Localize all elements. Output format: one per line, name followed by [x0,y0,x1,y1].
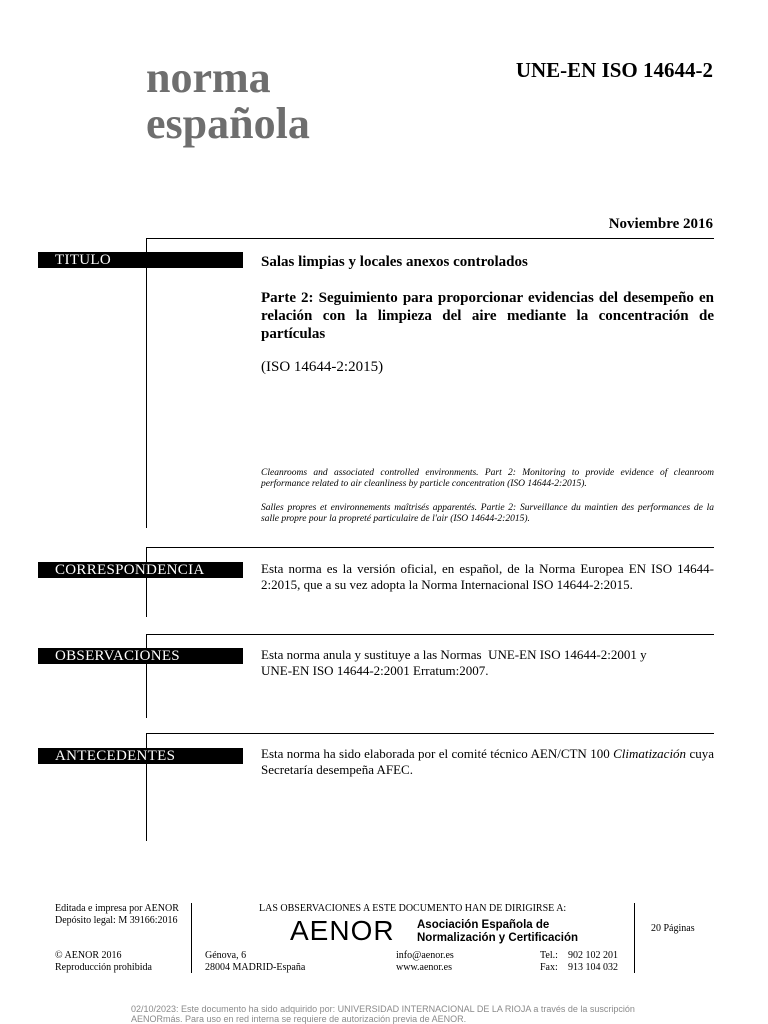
section-rule [146,238,147,528]
observaciones-line-2: UNE-EN ISO 14644-2:2001 Erratum:2007. [261,663,489,678]
aenor-desc-line-1: Asociación Española de [417,919,550,931]
copyright: © AENOR 2016 [55,950,122,961]
iso-reference: (ISO 14644-2:2015) [261,359,384,375]
reproduction-notice: Reproducción prohibida [55,962,152,973]
section-rule [146,547,147,617]
purchase-disclaimer [131,1004,691,1024]
tel-number: 902 102 201 [568,950,618,961]
disclaimer-line-2: AENORmás. Para uso en red interna se requiere de autorización previa de AENOR. [131,1014,467,1024]
aenor-description [417,919,578,945]
fax-label: Fax: [540,962,558,973]
aenor-logo [290,915,395,947]
label-correspondencia: CORRESPONDENCIA [38,562,243,578]
antecedentes-text [261,746,714,778]
section-divider [146,634,714,635]
footer-rule-left [191,903,192,973]
footer-rule-right [634,903,635,973]
titulo-content [261,253,714,375]
address-line-1: Génova, 6 [205,950,247,961]
committee-name: Climatización [613,746,687,761]
title-french: Salles propres et environnements maîtrisés apparentés. Partie 2: Surveillance du maintien des performances de la salle propre pour la propreté particulaire de l'air (ISO 14644-2:2015). [261,503,714,524]
postal-address [205,950,305,974]
copyright-info [55,950,152,974]
publisher-info [55,903,179,927]
disclaimer-line-1: 02/10/2023: Este documento ha sido adquirido por: UNIVERSIDAD INTERNACIONAL DE LA RIOJA a través de la suscripción [131,1004,635,1014]
brand-line-1: norma [146,53,271,102]
document-title: Salas limpias y locales anexos controlados [261,254,528,270]
label-antecedentes: ANTECEDENTES [38,748,243,764]
antecedentes-text-2: cuya Secretaría desempeña AFEC. [261,746,714,777]
section-divider [146,547,714,548]
aenor-logo-word: AENOR [290,915,395,946]
label-observaciones: OBSERVACIONES [38,648,243,664]
aenor-desc-line-2: Normalización y Certificación [417,932,579,944]
observaciones-text [261,647,714,679]
correspondencia-text: Esta norma es la versión oficial, en español, de la Norma Europea EN ISO 14644-2:2015, que a su vez adopta la Norma Internacional ISO 14644-2:2015. [261,561,714,592]
section-divider [146,238,714,239]
part-title: Parte 2: Seguimiento para proporcionar evidencias del desempeño en relación con la limpieza del aire mediante la concentración de partículas [261,290,714,342]
phone-contact [540,950,618,974]
standard-code: UNE-EN ISO 14644-2 [515,58,713,82]
email[interactable]: info@aenor.es [396,950,454,961]
section-rule [146,634,147,718]
website[interactable]: www.aenor.es [396,962,453,973]
section-divider [146,733,714,734]
label-titulo: TITULO [38,252,243,268]
online-contact [396,950,454,974]
tel-label: Tel.: [540,950,558,961]
edited-by: Editada e impresa por AENOR [55,903,179,914]
page-count: 20 Páginas [651,923,695,934]
title-english: Cleanrooms and associated controlled environments. Part 2: Monitoring to provide evidence of cleanroom performance related to air cleanliness by particle concentration (ISO 14644-2:2015). [261,468,714,489]
brand-line-2: española [146,99,310,148]
fax-number: 913 104 032 [568,962,618,973]
legal-deposit: Depósito legal: M 39166:2016 [55,915,178,926]
observaciones-line-1: Esta norma anula y sustituye a las Normas UNE-EN ISO 14644-2:2001 y [261,647,647,662]
address-line-2: 28004 MADRID-España [205,962,306,973]
observations-heading: LAS OBSERVACIONES A ESTE DOCUMENTO HAN DE DIRIGIRSE A: [259,903,567,914]
publication-date: Noviembre 2016 [608,216,713,232]
brand-title [146,55,310,147]
antecedentes-text-1: Esta norma ha sido elaborada por el comité técnico AEN/CTN 100 [261,746,614,761]
